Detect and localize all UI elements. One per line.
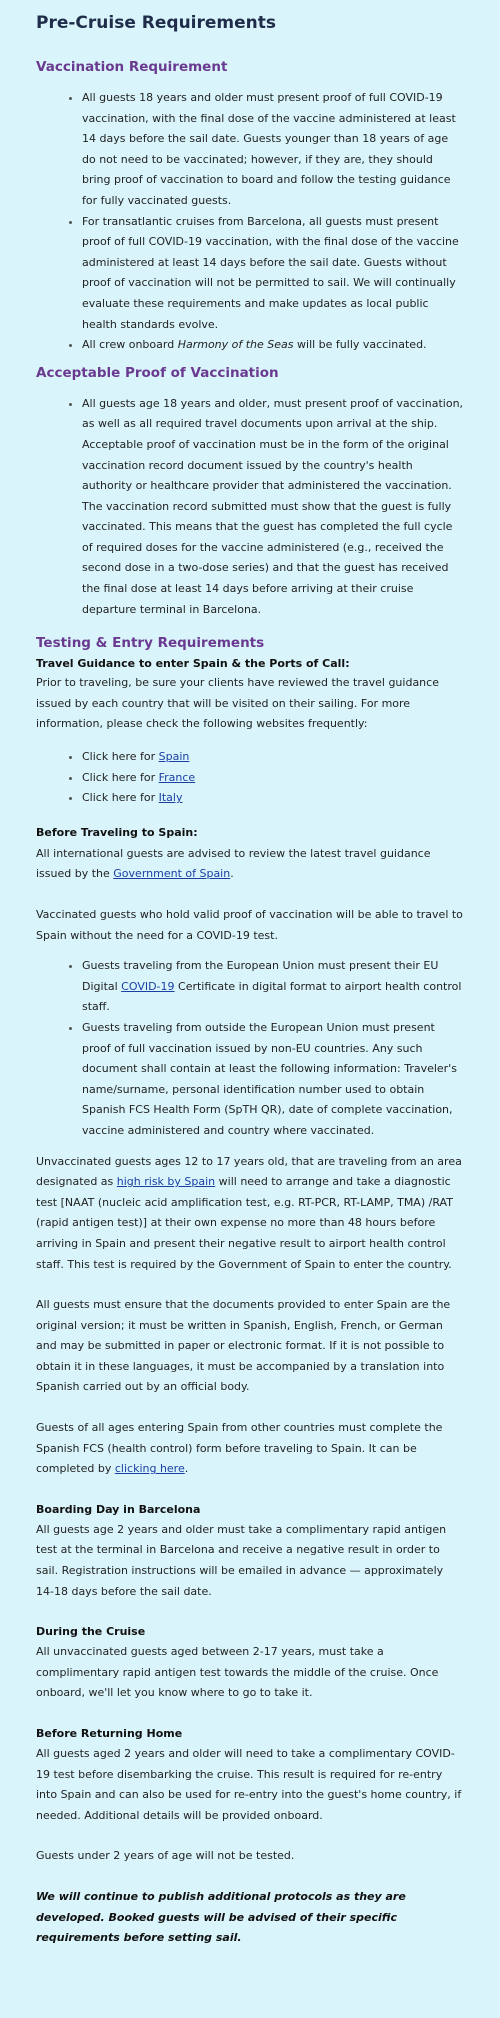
during-title: During the Cruise: [36, 1625, 146, 1639]
list-item: [82, 956, 464, 1018]
list-item: [82, 788, 464, 809]
list-item: • All guests 18 years and older must present proof of full COVID-19 vaccination, with the final dose of the vaccine administered at least 14 days before the sail date. Guests younger than 18 years of age do not need to be vaccinated; however, if they are, they should bring proof of vaccination to board and follow the testing guidance for fully vaccinated guests.: [82, 88, 464, 212]
list-item: • Guests traveling from outside the European Union must present proof of full vaccination issued by non-EU countries. Any such document shall contain at least the following information: Traveler's name/surname, personal identification number used to obtain Spanish FCS Health Form (SpTH QR), date of complete vaccination, vaccine administered and country where vaccinated.: [82, 1018, 464, 1142]
returning-title: Before Returning Home: [36, 1727, 183, 1740]
click-prefix: Click here for: [82, 791, 159, 805]
returning-text: All guests aged 2 years and older will need to take a complimentary COVID-19 test before disembarking the cruise. This result is required for re-entry into Spain and can also be used for re-entry into the guest's home country, if needed. Additional details will be provided onboard.: [36, 1747, 462, 1822]
eu-suffix: Certificate in digital format to airport health control staff.: [82, 979, 462, 1014]
guidance-text: Prior to traveling, be sure your clients have reviewed the travel guidance issued by each country that will be visited on their sailing. For more information, please check the following websites frequently:: [36, 676, 439, 731]
testing-heading: Testing & Entry Requirements: [36, 635, 265, 652]
under-2-text: Guests under 2 years of age will not be tested.: [36, 1849, 295, 1863]
during-text: All unvaccinated guests aged between 2-17 years, must take a complimentary rapid antigen test towards the middle of the cruise. Once onboard, we'll let you know where to go to take it.: [36, 1645, 439, 1700]
unvacc-suffix: will need to arrange and take a diagnostic test [NAAT (nucleic acid amplification test, e.g. RT-PCR, RT-LAMP, TMA) /RAT (rapid antigen test)] at their own expense no more than 48 hours before arriving in Spain and present their negative result to airport health control staff. This test is required by the Government of Spain to enter the country.: [36, 1175, 453, 1271]
page-title: Pre-Cruise Requirements: [36, 13, 277, 33]
fcs-body: Guests of all ages entering Spain from other countries must complete the Spanish FCS (health control) form before traveling to Spain. It can be completed by: [36, 1421, 443, 1476]
click-prefix: Click here for: [82, 770, 159, 784]
ship-name: Harmony of the Seas: [177, 338, 294, 352]
unvaccinated-text: [36, 1152, 464, 1276]
boarding-text: All guests age 2 years and older must take a complimentary rapid antigen test at the terminal in Barcelona and receive a negative result in order to sail. Registration instructions will be emailed in advance — approximately 14-18 days before the sail date.: [36, 1522, 447, 1598]
list-item: • For transatlantic cruises from Barcelona, all guests must present proof of full COVID-19 vaccination, with the final dose of the vaccine administered at least 14 days before the sail date. Guests without proof of vaccination will not be permitted to sail. We will continually evaluate these requirements and make updates as local public health standards evolve.: [82, 212, 464, 336]
vaccinated-text: Vaccinated guests who hold valid proof of vaccination will be able to travel to Spain without the need for a COVID-19 test.: [36, 908, 463, 942]
list-item: [82, 768, 464, 789]
link-italy[interactable]: Italy: [158, 791, 183, 805]
clicking-here-link[interactable]: clicking here: [114, 1462, 185, 1476]
before-spain-body: All international guests are advised to review the latest travel guidance issued by the: [36, 846, 431, 881]
before-spain-title: Before Traveling to Spain:: [36, 825, 198, 839]
vaccination-heading: Vaccination Requirement: [36, 59, 228, 75]
government-of-spain-link[interactable]: Government of Spain: [113, 867, 231, 881]
crew-suffix: will be fully vaccinated.: [293, 338, 427, 352]
guidance-title: Travel Guidance to enter Spain & the Ports of Call:: [36, 657, 350, 671]
closing-statement: We will continue to publish additional protocols as they are developed. Booked guests will be advised of their specific requirements before setting sail.: [36, 1889, 406, 1945]
country-links-list: [36, 747, 464, 809]
list-item: [82, 335, 464, 356]
unvacc-prefix: Unvaccinated guests ages 12 to 17 years old, that are traveling from an area designated as: [36, 1154, 462, 1189]
proof-heading: Acceptable Proof of Vaccination: [36, 364, 279, 381]
before-spain-text: [36, 844, 464, 885]
list-item: [82, 747, 464, 768]
period: .: [230, 867, 234, 881]
high-risk-link[interactable]: high risk by Spain: [116, 1175, 216, 1189]
eu-prefix: Guests traveling from the European Union must present their EU Digital: [82, 959, 439, 993]
vaccination-list: [36, 88, 464, 356]
click-prefix: Click here for: [82, 750, 159, 764]
crew-prefix: All crew onboard: [82, 338, 178, 352]
covid-19-link[interactable]: COVID-19: [121, 979, 175, 993]
boarding-title: Boarding Day in Barcelona: [36, 1502, 201, 1516]
period: .: [184, 1462, 189, 1476]
fcs-text: [36, 1418, 464, 1480]
link-france[interactable]: France: [158, 770, 196, 784]
origin-list: [36, 956, 464, 1141]
list-item: • All guests age 18 years and older, must present proof of vaccination, as well as all required travel documents upon arrival at the ship. Acceptable proof of vaccination must be in the form of the original vaccination record document issued by the country's health authority or healthcare provider that administered the vaccination. The vaccination record submitted must show that the guest is fully vaccinated. This means that the guest has completed the full cycle of required doses for the vaccine administered (e.g., received the second dose in a two-dose series) and that the guest has received the final dose at least 14 days before arriving at their cruise departure terminal in Barcelona.: [82, 394, 464, 621]
proof-list: [36, 394, 464, 621]
link-spain[interactable]: Spain: [158, 750, 190, 764]
documents-text: All guests must ensure that the documents provided to enter Spain are the original version; it must be written in Spanish, English, French, or German and may be submitted in paper or electronic format. If it is not possible to obtain it in these languages, it must be accompanied by a translation into Spanish carried out by an official body.: [36, 1298, 451, 1394]
